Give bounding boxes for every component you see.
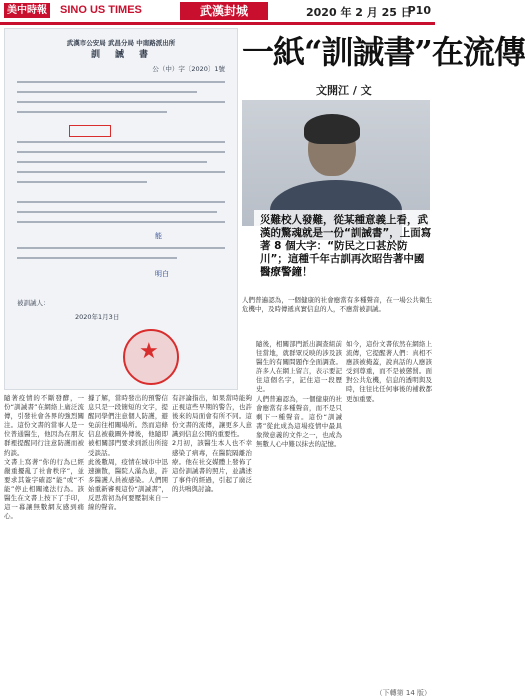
document-line [17, 81, 225, 83]
masthead [0, 0, 435, 22]
document-case-number: 公（中）字〔2020〕1號 [152, 65, 225, 73]
document-title: 訓 誡 書 [90, 50, 151, 60]
article-paragraph: 如今，這份文書依然在網絡上流傳，它提醒著人們：真相不應該被掩蓋，說真話的人應該受到尊重，而不是被懲罰。面對公共危機，信息的透明與及時，往往比任何事後的補救都更加重要。 [346, 340, 432, 403]
document-line [17, 257, 177, 259]
document-line [17, 111, 167, 113]
portrait-hair [304, 114, 360, 144]
brand-logo-en: SINO US TIMES [60, 4, 142, 16]
document-line [17, 201, 225, 203]
article-column [172, 394, 252, 690]
document-line [17, 171, 225, 173]
continued-note: （下轉第 14 版） [375, 689, 431, 697]
photo-caption: 災難校人發難，從某種意義上看，武漢的驚魂就是一份“訓誡書”，上面寫著 8 個大字：“防民之口甚於防川”；這種千年古訓再次昭告著中國醫療警鐘！ [254, 210, 440, 283]
handwritten-answer: 能 [155, 232, 162, 240]
masthead-rule [0, 22, 435, 25]
article-paragraph: 文書上寫著“你的行為已經嚴重擾亂了社會秩序”，並要求其簽字確認“能”或“不能”停止相關違法行為。該醫生在文書上按下了手印，這一幕讓無數網友感到痛心。 [4, 457, 84, 521]
article-paragraph: 據了解，當時發出的預警信息只是一段簡短的文字，提醒同學們注意個人防護，避免前往相關場所。然而這條信息被截圖外傳後，他隨即被相關部門要求到派出所接受談話。 [88, 394, 168, 457]
red-mark [69, 125, 111, 137]
document-line [17, 141, 225, 143]
star-icon: ★ [139, 339, 159, 364]
article-paragraph: 隨著疫情的不斷發酵，一份“訓誡書”在網絡上廣泛流傳，引發社會各界的強烈關注。這份文書的當事人是一位普通醫生，他因為在朋友群裡提醒同行注意防護而被約談。 [4, 394, 84, 457]
document-header: 武漢市公安局 武昌分局 中南路派出所 [66, 39, 176, 47]
edition-date: 2020 年 2 月 25 日 [306, 6, 412, 19]
document-line [17, 101, 225, 103]
portrait-photo [242, 100, 430, 226]
document-line [17, 247, 225, 249]
signature-label: 被訓誡人： [17, 299, 50, 307]
article-paragraph: 有評論指出，如果當時能夠正視這些早期的警告，也許後來的局面會有所不同。這份文書的流傳，讓更多人意識到信息公開的重要性。 [172, 394, 252, 439]
article-paragraph: 此後數周，疫情在城市中迅速擴散，醫院人滿為患，許多醫護人員被感染。人們開始重新審視這份“訓誡書”，反思當初為何要壓制來自一線的聲音。 [88, 457, 168, 512]
article-column [256, 340, 342, 690]
article-paragraph: 人們普遍認為，一個健康的社會應當有多種聲音，而不是只剩下一種聲音。這份“訓誡書”從此成為這場疫情中最具象徵意義的文件之一，也成為無數人心中難以抹去的記憶。 [256, 394, 342, 449]
document-line [17, 91, 197, 93]
article-column [346, 340, 432, 690]
document-line [17, 211, 217, 213]
article-paragraph: 2月初，該醫生本人也不幸感染了病毒，在醫院隔離治療。他在社交媒體上發佈了這份訓誡書的照片，並講述了事件的經過，引起了廣泛的共鳴與討論。 [172, 439, 252, 493]
brand-logo-cn: 美中時報 [4, 3, 50, 18]
document-line [17, 181, 147, 183]
document-date: 2020年1月3日 [75, 313, 120, 321]
article-column [88, 394, 168, 690]
article-headline: 一紙“訓誡書”在流傳 [242, 33, 525, 71]
handwritten-answer-2: 明白 [155, 270, 169, 278]
article-column [4, 394, 84, 690]
article-byline: 文開江 / 文 [316, 84, 372, 97]
section-label: 武漢封城 [180, 2, 268, 20]
page-number: P10 [407, 4, 431, 17]
article-lede: 人們普遍認為，一個健康的社會應當有多種聲音，在一場公共衛生危機中，及時傳遞真實信息的人，不應當被訓誡。 [242, 296, 432, 314]
official-seal [123, 329, 179, 385]
article-paragraph: 隨後，相關部門派出調查組前往當地，就群眾反映的涉及該醫生的有關問題作全面調查。許多人在網上留言，表示要記住這個名字，記住這一段歷史。 [256, 340, 342, 394]
document-line [17, 161, 207, 163]
document-line [17, 221, 225, 223]
document-line [17, 151, 225, 153]
document-photo [4, 28, 238, 390]
